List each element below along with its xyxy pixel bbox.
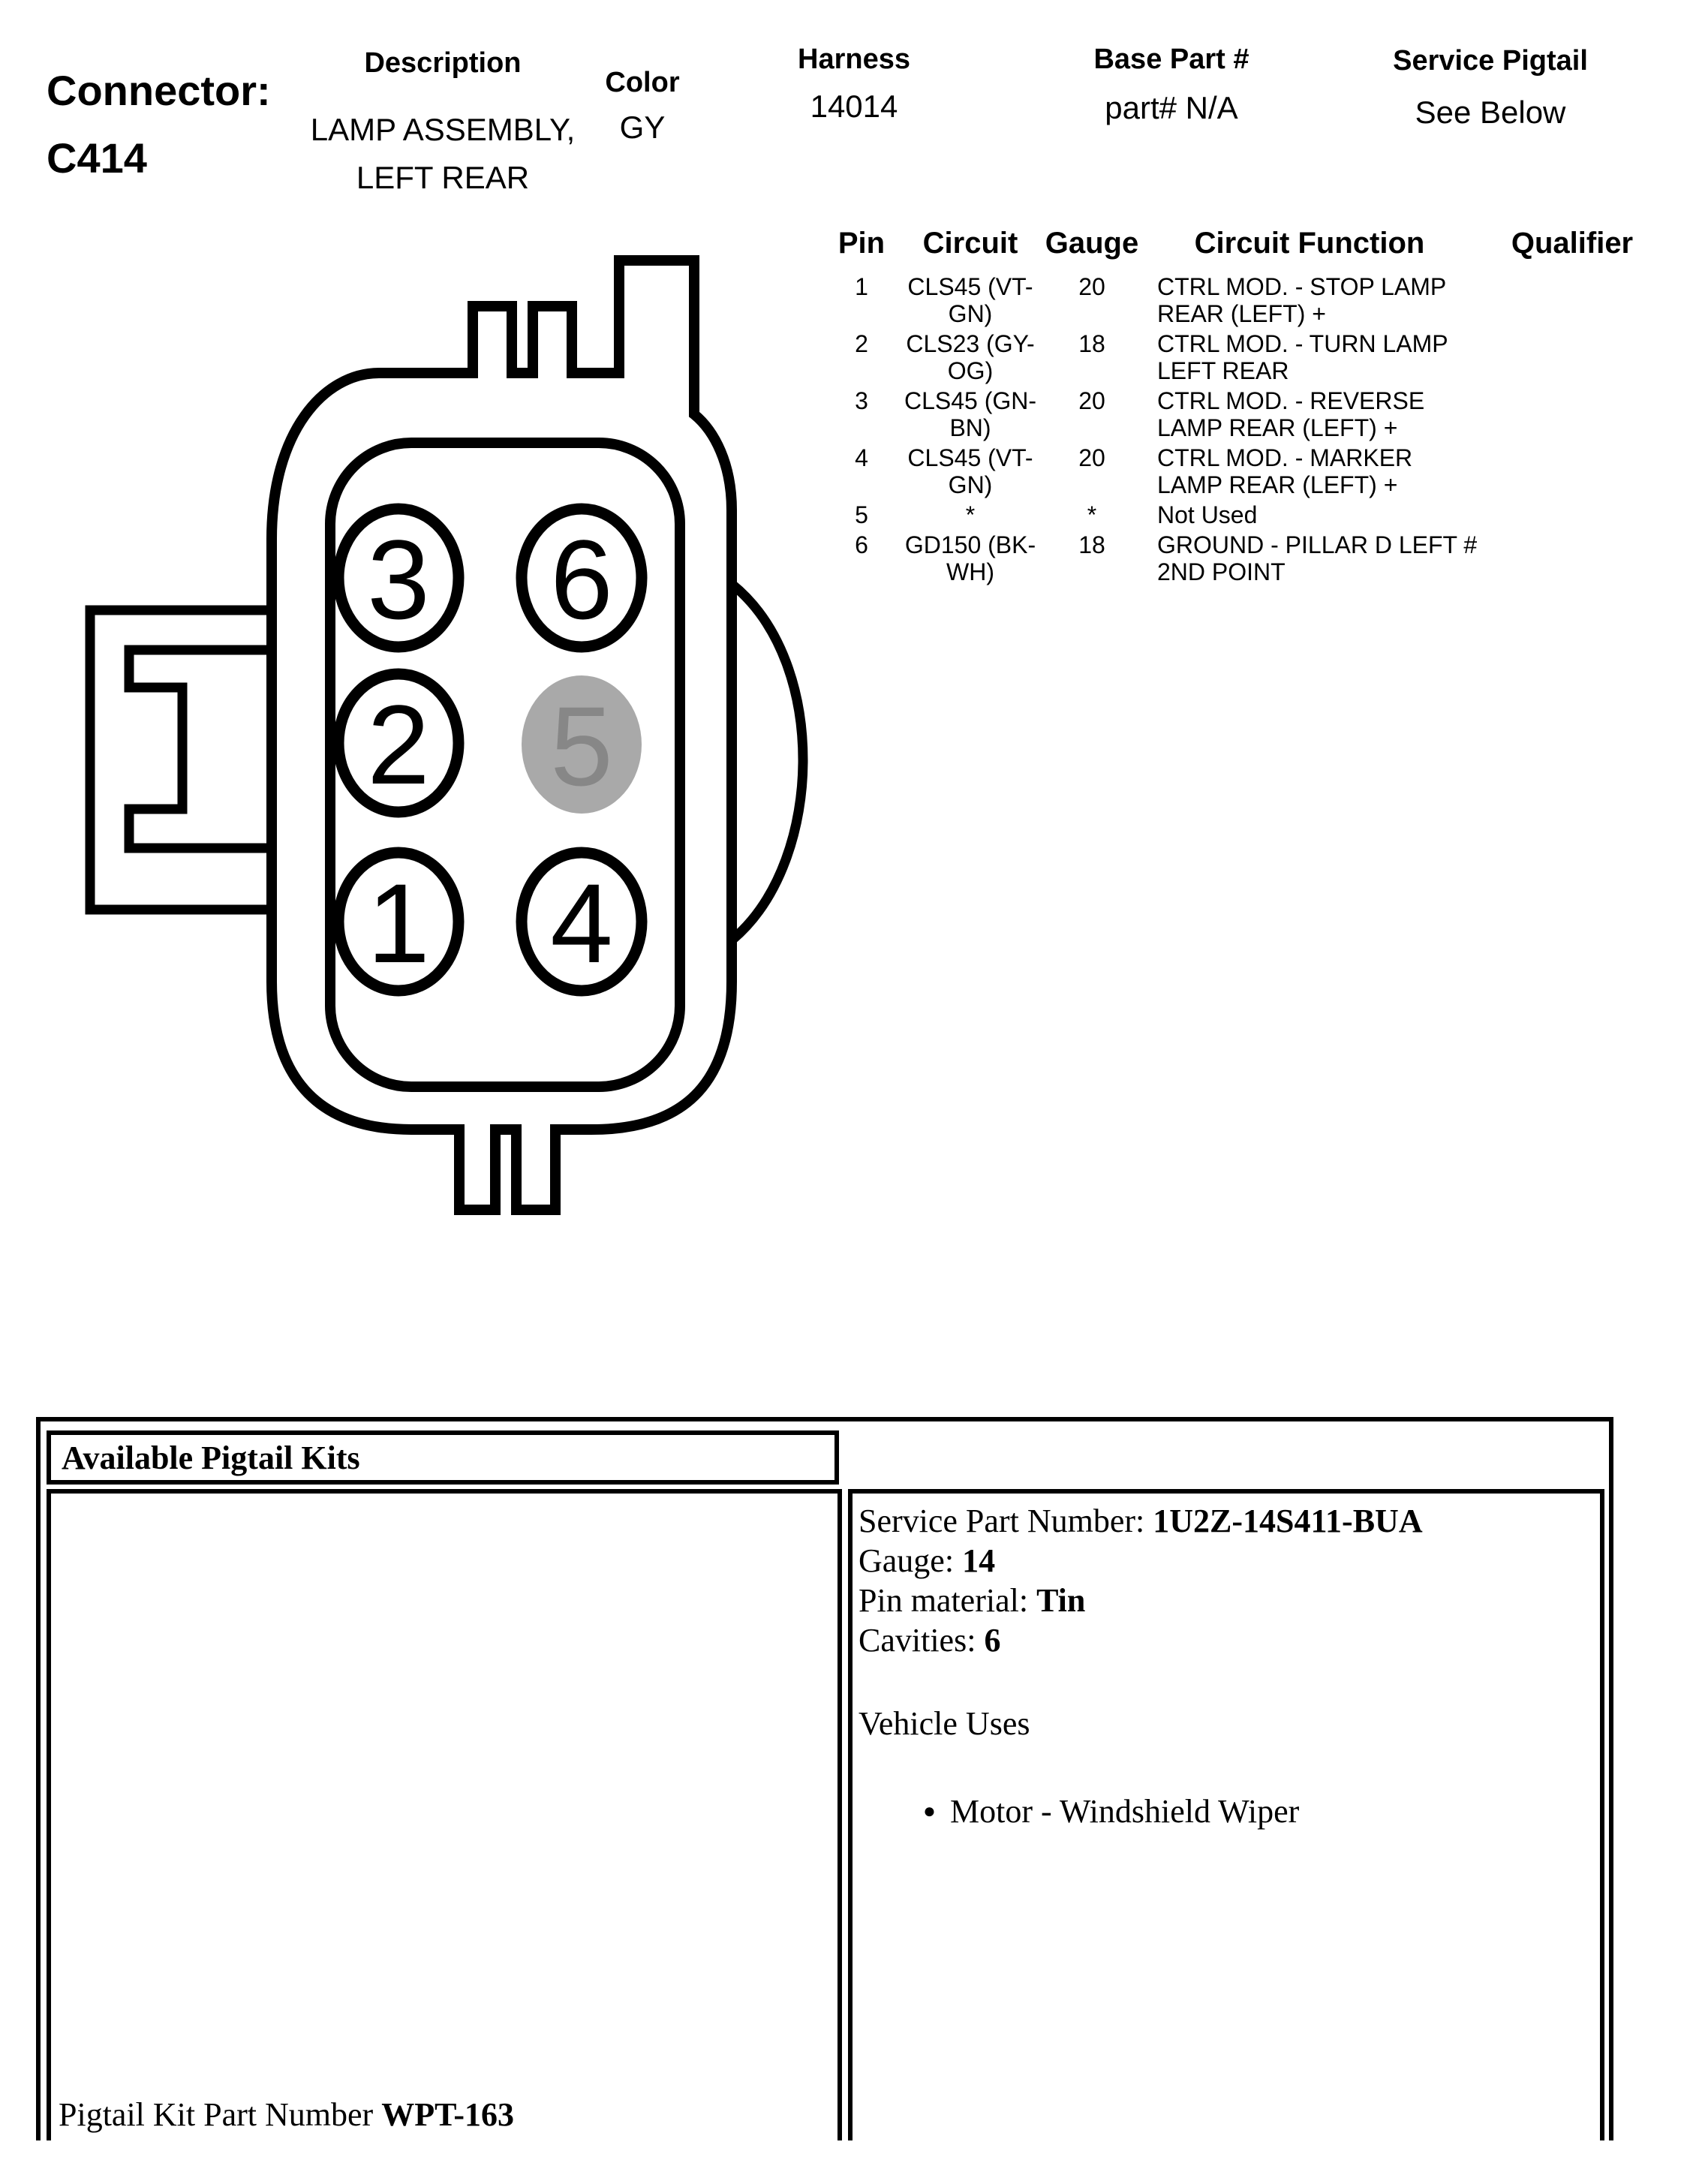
pin-number: 5 [550,683,613,809]
pin-number-cell: 6 [855,531,868,558]
qualifier-cell [1478,387,1666,441]
table-cell-line: CTRL MOD. - MARKER [1157,444,1413,471]
header-column-label: Base Part # [1093,44,1249,75]
circuit-cell [898,330,1043,384]
connector-title [47,57,271,192]
circuit-cell [898,444,1043,498]
table-cell-line: CLS23 (GY- [906,330,1035,357]
detail-value: 14 [962,1542,996,1579]
pin-table [825,225,1666,585]
table-outer-border-left [36,1417,41,2140]
bullet-icon: ● [923,1800,936,1823]
circuit-cell [898,387,1043,441]
qualifier-cell [1478,330,1666,384]
service-detail-line [859,1501,1600,1541]
connector-id: C414 [47,134,147,182]
table-cell-line: CLS45 (VT- [907,444,1033,471]
service-detail-line [859,1541,1600,1581]
qualifier-cell [1478,444,1666,498]
connector-label: Connector: [47,67,271,114]
pin-number: 4 [550,860,613,986]
table-cell-line: OG) [947,357,994,384]
pin-number: 6 [550,516,613,642]
gauge-cell: 18 [1078,330,1105,357]
table-cell-line: * [965,501,976,528]
available-pigtail-kits-header [47,1430,839,1485]
qualifier-cell [1478,501,1666,528]
detail-value: 1U2Z-14S411-BUA [1153,1503,1423,1539]
detail-label: Cavities: [859,1622,976,1659]
detail-label: Gauge: [859,1542,955,1579]
header-column-description [293,0,593,202]
header-column-color [567,0,717,152]
side-bulge [732,584,803,940]
pin-number: 3 [367,516,430,642]
table-cell-line: LAMP REAR (LEFT) + [1157,414,1398,441]
gauge-cell: 18 [1078,531,1105,558]
circuit-function-cell [1141,501,1478,528]
table-cell-line: GROUND - PILLAR D LEFT # [1157,531,1478,558]
header-column-label: Harness [798,44,910,75]
table-cell-line: CTRL MOD. - STOP LAMP [1157,273,1447,300]
header-column-label: Service Pigtail [1393,45,1588,77]
pin-number-cell: 4 [855,444,868,471]
table-cell-line: GN) [948,300,993,327]
table-cell-line: LEFT REAR [1157,357,1289,384]
table-cell-line: WH) [946,558,994,585]
table-cell-line: GN) [948,471,993,498]
header-column-service-pigtail [1363,0,1618,137]
table-cell-line: CTRL MOD. - REVERSE [1157,387,1425,414]
table-cell-line: LAMP REAR (LEFT) + [1157,471,1398,498]
circuit-function-cell [1141,330,1478,384]
header-column-value: GY [619,110,666,145]
circuit-function-cell [1141,273,1478,327]
gauge-cell: 20 [1078,387,1105,414]
detail-value: 6 [984,1622,1001,1659]
header-column-value: LEFT REAR [356,160,530,195]
detail-value: Tin [1036,1582,1086,1619]
mounting-bracket-inner [129,650,272,848]
pin-table-header-pin: Pin [837,227,886,260]
gauge-cell: 20 [1078,273,1105,300]
circuit-cell [898,531,1043,585]
available-pigtail-kits-title: Available Pigtail Kits [62,1439,360,1476]
gauge-cell: * [1087,501,1097,528]
header-column-value: LAMP ASSEMBLY, [310,112,576,147]
pin-table-header-circuit-function: Circuit Function [1194,227,1425,260]
section-divider-rule [36,1417,1613,1421]
table-cell-line: 2ND POINT [1157,558,1286,585]
detail-label: Service Part Number: [859,1503,1145,1539]
circuit-cell [898,501,1043,528]
pin-number-cell: 5 [855,501,868,528]
service-detail-line [859,1620,1600,1660]
pin-number: 1 [367,860,430,986]
header-column-value: part# N/A [1105,90,1238,125]
pigtail-kit-part-label: Pigtail Kit Part Number [59,2096,374,2133]
table-cell-line: BN) [949,414,991,441]
pin-number: 2 [367,681,430,808]
circuit-cell [898,273,1043,327]
table-cell-line: CLS45 (GN- [904,387,1037,414]
pin-number-cell: 3 [855,387,868,414]
header-column-base-part- [1059,0,1284,132]
table-cell-line: GD150 (BK- [904,531,1036,558]
qualifier-cell [1478,531,1666,585]
pin-table-header-circuit: Circuit [922,227,1018,260]
pin-number-cell: 1 [855,273,868,300]
vehicle-use-item [859,1791,1600,1831]
gauge-cell: 20 [1078,444,1105,471]
qualifier-cell [1478,273,1666,327]
pin-table-header-qualifier: Qualifier [1511,227,1634,260]
table-cell-line: CTRL MOD. - TURN LAMP [1157,330,1448,357]
header-column-value: 14014 [810,89,898,124]
pigtail-kits-cell [47,1489,842,2140]
service-detail-line [859,1581,1600,1620]
header-column-label: Description [364,47,522,79]
vehicle-use-label: Motor - Windshield Wiper [950,1793,1300,1830]
pigtail-kit-part-line [59,2095,514,2134]
table-cell-line: CLS45 (VT- [907,273,1033,300]
vehicle-uses-title: Vehicle Uses [859,1705,1030,1742]
table-cell-line: REAR (LEFT) + [1157,300,1326,327]
pigtail-kit-part-number: WPT-163 [381,2096,515,2133]
service-part-cell [848,1489,1604,2140]
header-column-label: Color [605,67,680,98]
detail-label: Pin material: [859,1582,1029,1619]
circuit-function-cell [1141,387,1478,441]
connector-face-diagram [23,218,863,1268]
table-cell-line: Not Used [1157,501,1258,528]
pin-table-header-gauge: Gauge [1045,227,1139,260]
circuit-function-cell [1141,531,1478,585]
table-outer-border-right [1609,1417,1613,2140]
circuit-function-cell [1141,444,1478,498]
pin-number-cell: 2 [855,330,868,357]
header-column-value: See Below [1415,95,1566,130]
header-column-harness [764,0,944,131]
